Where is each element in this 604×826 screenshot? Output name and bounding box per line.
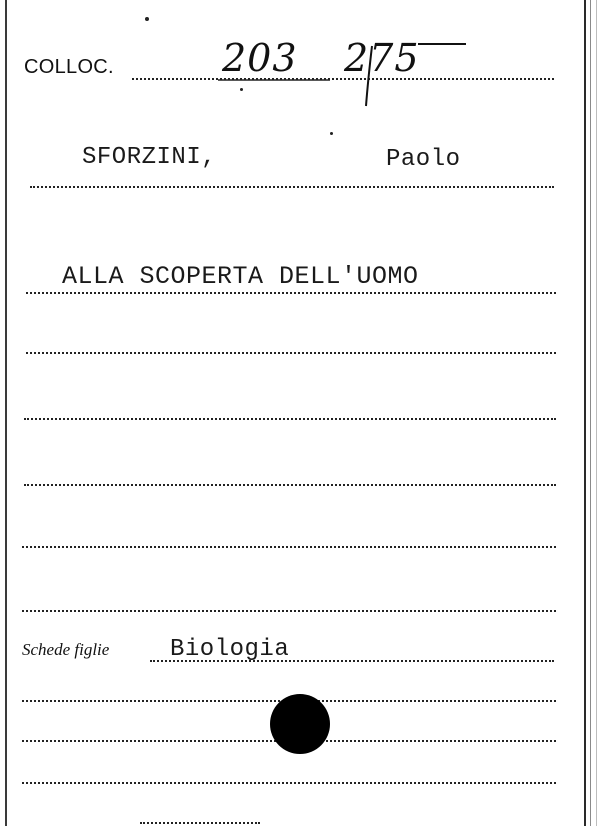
title-dotted-line (26, 292, 556, 294)
book-title: ALLA SCOPERTA DELL'UOMO (62, 262, 419, 291)
blank-dotted-line-3 (24, 484, 556, 486)
subject-dotted-line (150, 660, 554, 662)
ink-speck (330, 132, 333, 135)
blank-dotted-line-1 (26, 352, 556, 354)
author-dotted-line (30, 186, 554, 188)
card-right-edge (584, 0, 586, 826)
colloc-dotted-line (132, 78, 554, 80)
shelfmark-number-1: 203 (222, 36, 298, 80)
author-surname: SFORZINI, (82, 144, 217, 171)
lower-dotted-line-3 (22, 782, 556, 784)
punch-hole (270, 694, 330, 754)
card-left-edge (5, 0, 7, 826)
ink-speck (145, 17, 149, 21)
subject-heading: Biologia (170, 636, 290, 663)
shelfmark-number-2: 275 (344, 36, 420, 80)
ink-speck (240, 88, 243, 91)
author-given-name: Paolo (386, 146, 461, 173)
subcards-label: Schede figlie (22, 640, 110, 659)
blank-dotted-line-5 (22, 610, 556, 612)
blank-dotted-line-2 (24, 418, 556, 420)
colloc-label: COLLOC. (24, 56, 114, 78)
card-right-margin (596, 0, 604, 826)
card-right-edge-inner (590, 0, 591, 826)
bottom-dotted-fragment (140, 822, 260, 824)
blank-dotted-line-4 (22, 546, 556, 548)
